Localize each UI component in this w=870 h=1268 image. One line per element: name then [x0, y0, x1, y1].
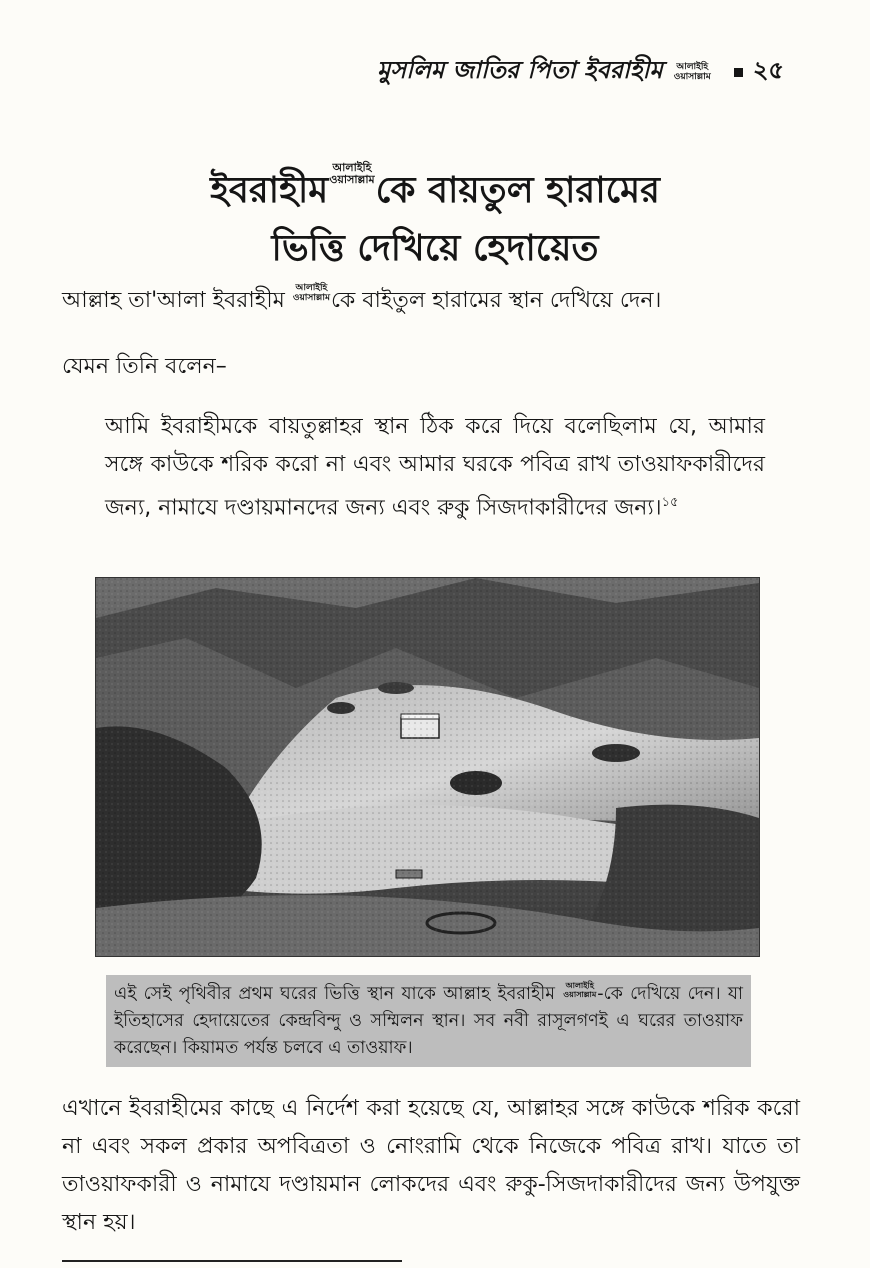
page-number: ২৫	[752, 56, 784, 84]
body-paragraph: এখানে ইবরাহীমের কাছে এ নির্দেশ করা হয়েছে যে, আল্লাহর সঙ্গে কাউকে শরিক করো না এবং সকল প্রকার অপবিত্রতা ও নোংরামি থেকে নিজেকে পবিত্র রাখ। যাতে তা তাওয়াফকারী ও নামাযে দণ্ডায়মান লোকদের এবং রুকু-সিজদাকারীদের জন্য উপযুক্ত স্থান হয়।	[62, 1096, 800, 1235]
lead-in-text: যেমন তিনি বলেন–	[62, 354, 227, 379]
header-square-marker	[734, 68, 743, 77]
footnote-divider	[62, 1260, 402, 1262]
quoted-verse: আমি ইবরাহীমকে বায়তুল্লাহর স্থান ঠিক করে দিয়ে বলেছিলাম যে, আমার সঙ্গে কাউকে শরিক করো না এবং আমার ঘরকে পবিত্র রাখ তাওয়াফকারীদের জন্য, নামাযে দণ্ডায়মানদের জন্য এবং রুকু সিজদাকারীদের জন্য।$^{১৫}$	[105, 414, 765, 521]
header-title: মুসলিম জাতির পিতা ইবরাহীম	[376, 56, 663, 84]
header-honorific: আলাইহি ওয়াসাল্লাম	[673, 62, 711, 82]
intro-honorific: আলাইহি ওয়াসাল্লাম	[292, 283, 330, 303]
caption-honorific: আলাইহি ওয়াসাল্লাম	[563, 981, 597, 999]
title-honorific: আলাইহি ওয়াসাল্লাম	[329, 161, 375, 186]
kaaba-site-illustration	[95, 577, 760, 957]
chapter-title-line1: ইবরাহীম আলাইহি ওয়াসাল্লাম কে বায়তুল হারামের	[210, 161, 660, 211]
chapter-title-line2: ভিত্তি দেখিয়ে হেদায়েত	[271, 228, 599, 269]
intro-paragraph: আল্লাহ তা'আলা ইবরাহীম আলাইহি ওয়াসাল্লাম কে বাইতুল হারামের স্থান দেখিয়ে দেন।	[62, 283, 662, 313]
running-header	[377, 52, 784, 92]
chapter-title	[0, 162, 870, 278]
illustration-caption: এই সেই পৃথিবীর প্রথম ঘরের ভিত্তি স্থান যাকে আল্লাহ ইবরাহীম আলাইহি ওয়াসাল্লাম -কে দেখিয়ে দেন। যা ইতিহাসের হেদায়েতের কেন্দ্রবিন্দু ও সম্মিলন স্থান। সব নবী রাসূলগণই এ ঘরের তাওয়াফ করেছেন। কিয়ামত পর্যন্ত চলবে এ তাওয়াফ।	[106, 975, 751, 1067]
footnote-reference: ১৫	[661, 495, 679, 510]
